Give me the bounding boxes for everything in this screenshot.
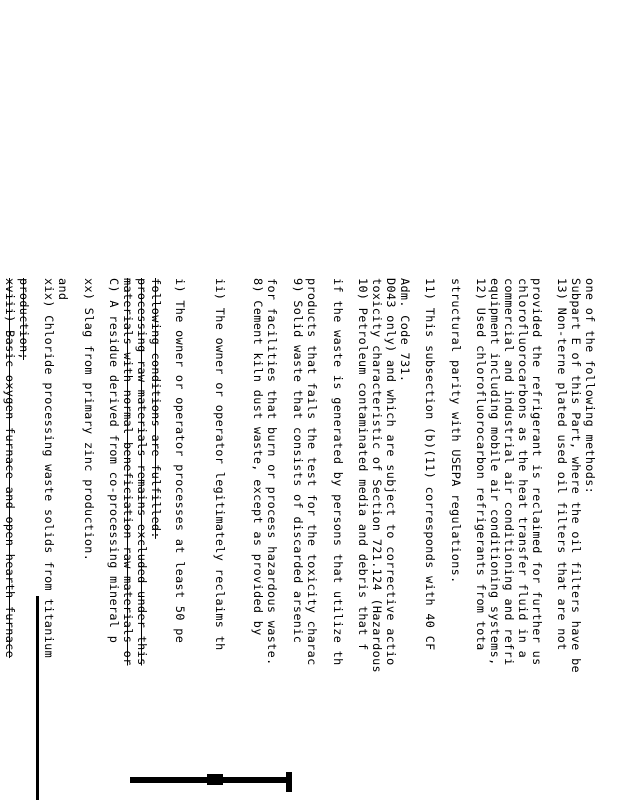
text-line: xix) Chloride processing waste solids from titanium xyxy=(42,278,56,659)
text-line: C) A residue derived from co-processing mineral p xyxy=(107,278,121,644)
text-line: production; xyxy=(17,278,31,360)
text-line: xx) Slag from primary zinc production. xyxy=(82,278,96,562)
text-line: Adm. Code 731. xyxy=(398,278,412,383)
text-line: provided the refrigerant is reclaimed for further us xyxy=(530,278,544,666)
text-line: products that fails the test for the toxicity charac xyxy=(305,278,319,666)
text-line: following conditions are fulfilled: xyxy=(149,278,163,539)
text-line: chlorofluorocarbons as the heat transfer fluid in a xyxy=(516,278,530,659)
text-line: 13) Non-terne plated used oil filters that are not xyxy=(555,278,569,651)
text-line: one of the following methods: xyxy=(583,278,597,495)
text-line: for facilities that burn or process hazardous waste. xyxy=(265,278,279,666)
text-line: if the waste is generated by persons that utilize th xyxy=(331,278,345,666)
scan-edge-vertical-bar xyxy=(36,596,39,800)
text-line: 12) Used chlorofluorocarbon refrigerants from tota xyxy=(474,278,488,651)
text-line: and xyxy=(56,278,70,301)
text-line: toxicity characteristic of Section 721.124 (Hazardous xyxy=(370,278,384,673)
text-line: commercial and industrial air conditioning and refri xyxy=(502,278,516,666)
text-line: equipment including mobile air conditioning systems, xyxy=(488,278,502,666)
text-line: materials with normal beneficiation raw materials or xyxy=(121,278,135,666)
text-line: 11) This subsection (b)(11) corresponds with 40 CF xyxy=(423,278,437,651)
text-line: xviii) Basic oxygen furnace and open hearth furnace xyxy=(3,278,17,659)
text-line: 10) Petroleum contaminated media and debris that f xyxy=(356,278,370,651)
text-line: Subpart E of this Part, where the oil filters have be xyxy=(569,278,583,673)
text-line: 9) Solid waste that consists of discarded arsenic xyxy=(291,278,305,644)
scan-edge-marker xyxy=(207,774,223,785)
text-line: structural parity with USEPA regulations. xyxy=(449,278,463,584)
text-line: 8) Cement kiln dust waste, except as provided by xyxy=(251,278,265,636)
text-line: processing raw materials remains excluded under this xyxy=(135,278,149,666)
text-line: ii) The owner or operator legitimately reclaims th xyxy=(213,278,227,651)
text-line: D043 only) and which are subject to corrective actio xyxy=(384,278,398,666)
scan-edge-marker xyxy=(286,772,292,792)
text-line: i) The owner or operator processes at least 50 pe xyxy=(173,278,187,644)
